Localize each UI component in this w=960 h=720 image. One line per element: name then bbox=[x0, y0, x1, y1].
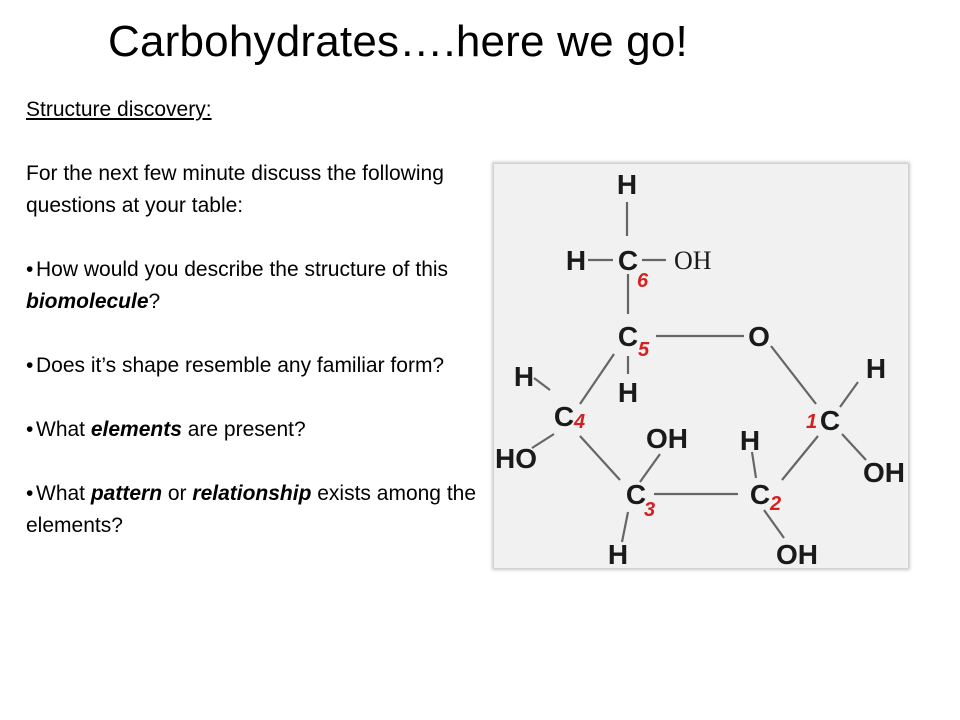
bullet-icon: • bbox=[26, 418, 34, 441]
bond-c4-h bbox=[534, 378, 550, 390]
bond-o-c1 bbox=[771, 346, 816, 404]
atom-c1: C bbox=[819, 405, 841, 436]
question-4-mid: or bbox=[162, 482, 193, 505]
atom-ho-c4: HO bbox=[495, 443, 537, 474]
question-2-text: Does it’s shape resemble any familiar form? bbox=[36, 354, 445, 377]
carbon-number-2: 2 bbox=[770, 493, 782, 515]
glucose-structure-diagram bbox=[494, 164, 908, 568]
atom-h-c2: H bbox=[739, 425, 761, 456]
question-list bbox=[26, 254, 486, 542]
glucose-structure-figure bbox=[494, 164, 908, 568]
atom-oh-c2: OH bbox=[776, 539, 818, 568]
bond-c1-c2 bbox=[782, 436, 818, 480]
atom-oh-c3: OH bbox=[646, 423, 688, 454]
keyword-biomolecule: biomolecule bbox=[26, 290, 149, 313]
bond-c3-h bbox=[622, 512, 628, 542]
bullet-icon: • bbox=[26, 354, 34, 377]
carbon-number-5: 5 bbox=[638, 339, 650, 361]
slide-title: Carbohydrates….here we go! bbox=[108, 17, 688, 66]
carbon-number-1: 1 bbox=[806, 411, 818, 433]
section-heading: Structure discovery: bbox=[26, 98, 212, 121]
atom-h-c5: H bbox=[617, 377, 639, 408]
bond-c3-oh bbox=[640, 454, 660, 482]
atom-c6: C bbox=[617, 245, 639, 276]
atom-h-c4: H bbox=[513, 361, 535, 392]
atom-c2: C bbox=[749, 479, 771, 510]
question-1-end: ? bbox=[148, 290, 161, 313]
question-3 bbox=[26, 414, 486, 446]
atom-oh-c1: OH bbox=[863, 457, 905, 488]
question-3-text: What bbox=[36, 418, 91, 441]
bullet-icon: • bbox=[26, 482, 34, 505]
atom-h-left: H bbox=[565, 245, 587, 276]
question-4-end: exists among the elements? bbox=[26, 482, 477, 537]
intro-text: For the next few minute discuss the following questions at your table: bbox=[26, 162, 444, 217]
question-3-end: are present? bbox=[181, 418, 306, 441]
atom-c3: C bbox=[625, 479, 647, 510]
slide-content bbox=[26, 94, 486, 542]
atom-oh-c6: OH bbox=[674, 246, 712, 275]
atom-h-c1: H bbox=[865, 353, 887, 384]
atom-h-top: H bbox=[616, 169, 638, 200]
question-1-text: How would you describe the structure of this bbox=[36, 258, 449, 281]
atom-o-ring: O bbox=[748, 321, 770, 352]
atom-c5: C bbox=[617, 321, 639, 352]
question-2 bbox=[26, 350, 486, 382]
atom-h-c3: H bbox=[607, 539, 629, 568]
keyword-relationship: relationship bbox=[192, 482, 312, 505]
keyword-pattern: pattern bbox=[90, 482, 163, 505]
carbon-number-4: 4 bbox=[574, 411, 586, 433]
bond-c4-c5 bbox=[580, 354, 614, 404]
bond-c3-c4 bbox=[580, 436, 620, 480]
carbon-number-6: 6 bbox=[637, 270, 649, 292]
keyword-elements: elements bbox=[90, 418, 182, 441]
question-1 bbox=[26, 254, 486, 318]
atom-c4: C bbox=[553, 401, 575, 432]
bond-c1-h bbox=[840, 382, 858, 407]
question-4-text: What bbox=[36, 482, 91, 505]
question-4 bbox=[26, 478, 486, 542]
carbon-number-3: 3 bbox=[644, 499, 656, 521]
bullet-icon: • bbox=[26, 258, 34, 281]
